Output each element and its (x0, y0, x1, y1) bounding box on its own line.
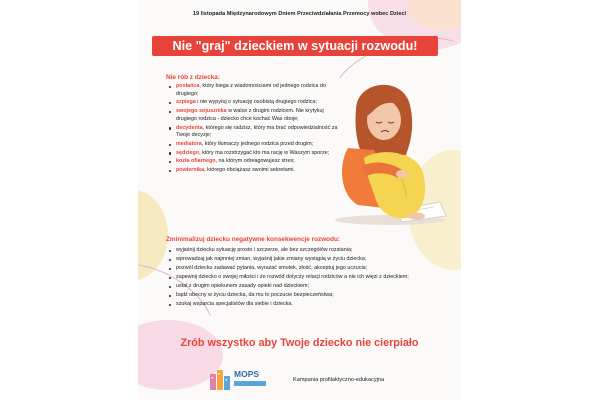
minimize-section-title: Zminimalizuj dziecku negatywne konsekwencje rozwodu: (166, 236, 341, 243)
list-item: pozwól dziecku zadawać pytania, wyrażać smutek, złość, akceptuj jego uczucia; (168, 265, 413, 273)
poster (138, 0, 461, 400)
list-text: , który ma rozstrzygać kto ma rację w Waszym sporze; (199, 149, 330, 156)
list-keyword: mediatora (176, 140, 202, 147)
list-item (168, 99, 343, 107)
list-keyword: swojego sojusznika (176, 108, 227, 115)
list-text: , którego się radzisz, który ma brać odpowiedzialność za Twoje decyzje; (176, 124, 338, 139)
list-item: ustal z drugim opiekunem zasady opieki nad dzieckiem; (168, 283, 413, 291)
logo-bar (234, 381, 266, 386)
dont-section-title: Nie rób z dziecka: (166, 74, 220, 81)
poster-banner: Nie "graj" dzieckiem w sytuacji rozwodu! (152, 36, 438, 56)
list-keyword: posłańca (176, 83, 200, 89)
list-item: wyjaśnij dziecku sytuację prosto i szczerze, ale bez szczegółów rozstania; (168, 247, 413, 255)
campaign-label: Kampania profilaktyczno-edukacyjna (293, 377, 385, 383)
list-text: i nie wypytuj o sytuację osobistą drugiego rodzica; (195, 99, 317, 106)
dont-list (168, 83, 343, 176)
closing-slogan: Zrób wszystko aby Twoje dziecko nie cierpiało (180, 337, 419, 349)
mops-logo (208, 368, 272, 392)
list-item (168, 108, 343, 123)
list-text: , na którym odreagowujesz stres; (215, 158, 295, 165)
building-icon (208, 368, 232, 392)
list-item: zapewnij dziecko o swojej miłości i że rozwód dotyczy relacji rodziców a nie ich więzi z dzieckiem; (168, 274, 413, 282)
list-keyword: sędziego (176, 149, 200, 156)
list-item: szukaj wsparcia specjalistów dla siebie i dziecka. (168, 301, 413, 309)
poster-header: 19 listopada Międzynarodowym Dniem Przeciwdziałania Przemocy wobec Dzieci (192, 11, 407, 17)
list-keyword: szpiega (176, 99, 196, 106)
hand (396, 170, 408, 178)
list-text: , którego obciążasz swoimi sekretami. (204, 167, 295, 174)
list-item (168, 167, 343, 175)
list-keyword: powiernika (176, 167, 205, 174)
minimize-list (168, 247, 413, 310)
sad-child-illustration (318, 70, 453, 230)
foot (407, 213, 425, 220)
list-item (168, 150, 343, 158)
list-text: , który tłumaczy jednego rodzica przed drugim; (201, 140, 314, 147)
list-item (168, 158, 343, 166)
list-item: wprowadzaj jak najmniej zmian, wyjaśnij jakie zmiany wystąpią w życiu dziecka; (168, 256, 413, 264)
list-item (168, 83, 343, 98)
pants (364, 152, 425, 218)
list-text: , który biega z wiadomościami od jednego rodzica do drugiego; (176, 83, 326, 97)
list-keyword: kozła ofiarnego (176, 158, 216, 165)
list-item (168, 125, 343, 140)
list-item (168, 141, 343, 149)
list-text: w walce z drugim rodzicem. Nie krytykuj drugiego rodzica - dziecko chce kochać Was oboje; (176, 108, 324, 122)
list-keyword: decydenta (176, 124, 203, 131)
list-item: bądź obecny w życiu dziecka, da mu to poczucie bezpieczeństwa; (168, 292, 413, 300)
logo-text: MOPS (234, 369, 260, 379)
